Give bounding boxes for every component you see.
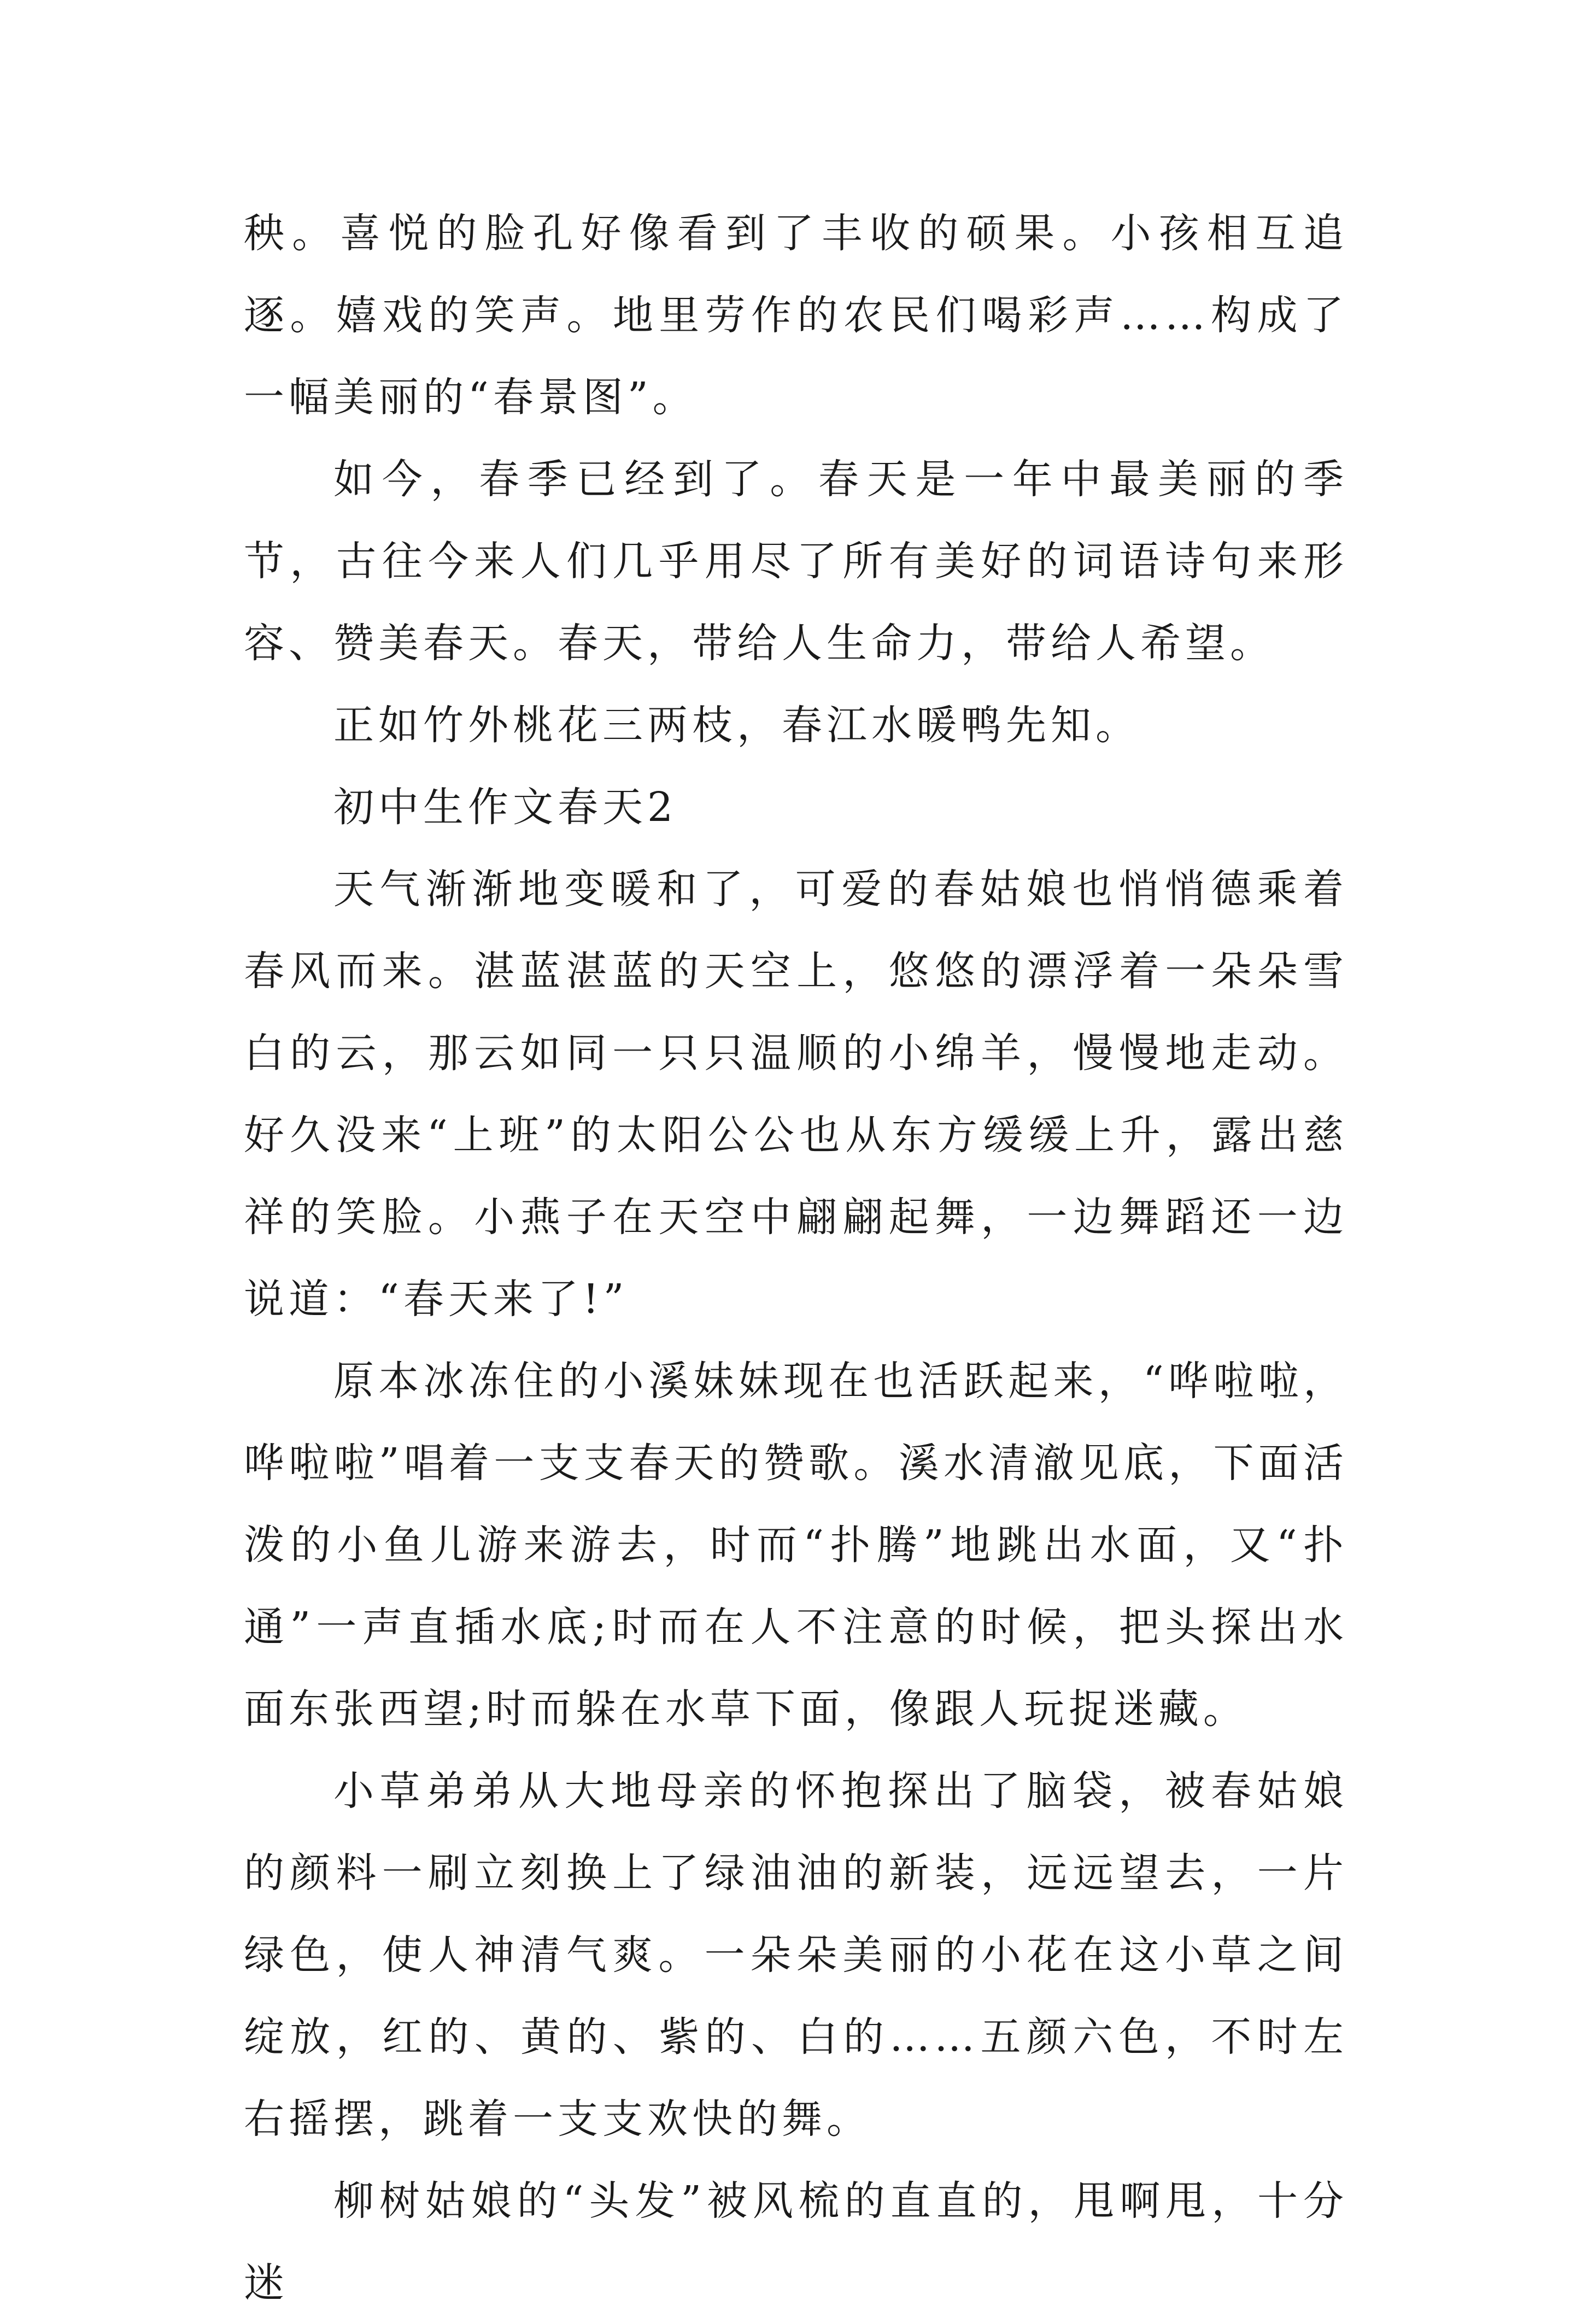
paragraph: 如今，春季已经到了。春天是一年中最美丽的季节，古往今来人们几乎用尽了所有美好的词语诗句来形容、赞美春天。春天，带给人生命力，带给人希望。 — [244, 456, 1348, 667]
paragraph: 正如竹外桃花三两枝，春江水暖鸭先知。 — [333, 702, 1140, 749]
paragraph: 小草弟弟从大地母亲的怀抱探出了脑袋，被春姑娘的颜料一刷立刻换上了绿油油的新装，远远望去，一片绿色，使人神清气爽。一朵朵美丽的小花在这小草之间绽放，红的、黄的、紫的、白的……五颜六色，不时左右摇摆，跳着一支支欢快的舞。 — [244, 1768, 1348, 2143]
paragraph: 秧。喜悦的脸孔好像看到了丰收的硕果。小孩相互追逐。嬉戏的笑声。地里劳作的农民们喝彩声……构成了一幅美丽的“春景图”。 — [244, 210, 1348, 421]
section-heading: 初中生作文春天2 — [333, 784, 678, 831]
document-body — [244, 192, 1348, 2324]
paragraph: 天气渐渐地变暖和了，可爱的春姑娘也悄悄德乘着春风而来。湛蓝湛蓝的天空上，悠悠的漂浮着一朵朵雪白的云，那云如同一只只温顺的小绵羊，慢慢地走动。好久没来“上班”的太阳公公也从东方缓缓上升，露出慈祥的笑脸。小燕子在天空中翩翩起舞，一边舞蹈还一边说道：“春天来了!” — [244, 866, 1348, 1323]
paragraph: 原本冰冻住的小溪妹妹现在也活跃起来，“哗啦啦，哗啦啦”唱着一支支春天的赞歌。溪水清澈见底，下面活泼的小鱼儿游来游去，时而“扑腾”地跳出水面，又“扑通”一声直插水底;时而在人不注意的时候，把头探出水面东张西望;时而躲在水草下面，像跟人玩捉迷藏。 — [244, 1358, 1348, 1733]
paragraph: 柳树姑娘的“头发”被风梳的直直的，甩啊甩，十分迷 — [244, 2178, 1348, 2307]
